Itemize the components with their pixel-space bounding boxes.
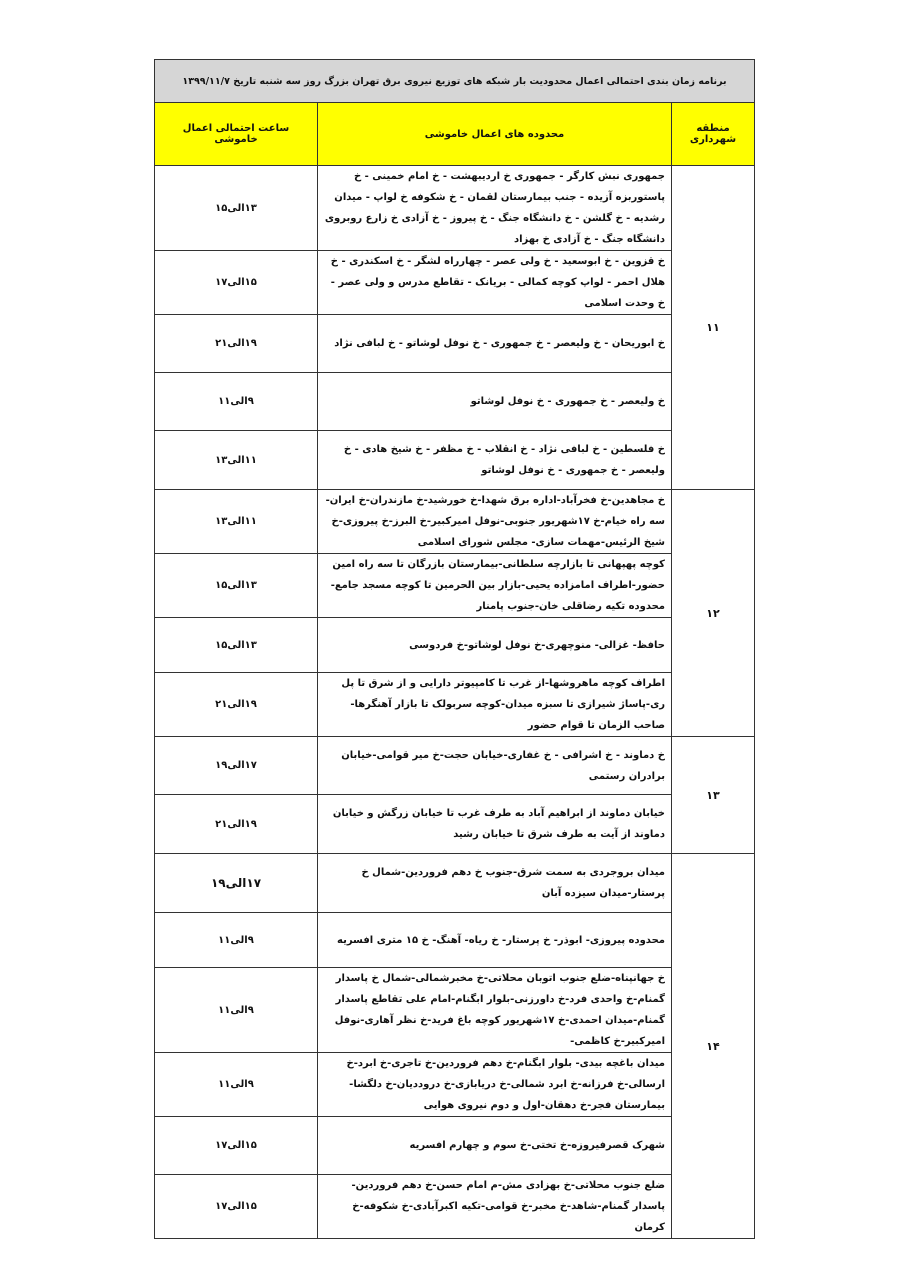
table-row	[155, 166, 755, 251]
table-row	[155, 1175, 755, 1239]
zone-cell: ۱۴	[672, 854, 755, 1239]
time-cell: ۱۳الی۱۵	[155, 166, 318, 251]
area-cell: اطراف کوچه ماهروشها-از غرب تا کامپیوتر دارایی و از شرق تا پل ری-پاساژ شیرازی تا سبزه میدان-کوچه سربولک تا بازار آهنگرها-صاحب الزمان تا قوام حضور	[318, 673, 672, 737]
time-cell: ۱۹الی۲۱	[155, 795, 318, 854]
time-cell: ۹الی۱۱	[155, 373, 318, 431]
area-cell: میدان باغچه بیدی- بلوار ابگنام-خ دهم فروردین-خ تاجری-خ ابرد-خ ارسالی-خ فرزانه-خ ابرد شمالی-خ دریابازی-خ دروددیان-خ دلگشا-بیمارستان فجر-خ دهقان-اول و دوم نیروی هوایی	[318, 1053, 672, 1117]
table-row	[155, 795, 755, 854]
time-cell: ۱۵الی۱۷	[155, 1117, 318, 1175]
table-title: برنامه زمان بندی احتمالی اعمال محدودیت بار شبکه های توزیع نیروی برق تهران بزرگ روز سه شنبه تاریخ ۱۳۹۹/۱۱/۷	[155, 60, 755, 103]
table-row	[155, 490, 755, 554]
time-cell: ۹الی۱۱	[155, 1053, 318, 1117]
table-row	[155, 431, 755, 490]
area-cell: کوچه پهپهانی تا بازارچه سلطانی-بیمارستان بازرگان تا سه راه امین حضور-اطراف امامزاده یحیی-بازار بین الحرمین تا کوچه مسجد جامع-محدوده تکیه رضاقلی خان-جنوب پامنار	[318, 554, 672, 618]
header-time: ساعت احتمالی اعمال خاموشی	[155, 103, 318, 166]
area-cell: خ فلسطین - خ لبافی نژاد - خ انقلاب - خ مظفر - خ شیخ هادی - خ ولیعصر - خ جمهوری - خ نوفل لوشاتو	[318, 431, 672, 490]
time-cell: ۱۵الی۱۷	[155, 1175, 318, 1239]
table-row	[155, 554, 755, 618]
zone-cell: ۱۳	[672, 737, 755, 854]
time-cell: ۱۱الی۱۳	[155, 431, 318, 490]
table-row	[155, 618, 755, 673]
time-cell: ۱۱الی۱۳	[155, 490, 318, 554]
table-row	[155, 1117, 755, 1175]
table-row	[155, 315, 755, 373]
area-cell: شهرک قصرفیروزه-خ تختی-خ سوم و چهارم افسریه	[318, 1117, 672, 1175]
zone-cell: ۱۱	[672, 166, 755, 490]
table-row	[155, 1053, 755, 1117]
time-cell: ۱۷الی۱۹	[155, 737, 318, 795]
time-cell: ۹الی۱۱	[155, 913, 318, 968]
area-cell: میدان بروجردی به سمت شرق-جنوب خ دهم فروردین-شمال خ پرستار-میدان سیزده آبان	[318, 854, 672, 913]
header-area: محدوده های اعمال خاموشی	[318, 103, 672, 166]
area-cell: خ ابوریحان - خ ولیعصر - خ جمهوری - خ نوفل لوشاتو - خ لبافی نژاد	[318, 315, 672, 373]
table-row	[155, 373, 755, 431]
time-cell: ۹الی۱۱	[155, 968, 318, 1053]
area-cell: خ دماوند - خ اشرافی - خ غفاری-خیابان حجت-خ میر قوامی-خیابان برادران رستمی	[318, 737, 672, 795]
table-row	[155, 737, 755, 795]
area-cell: محدوده پیروزی- ابوذر- خ پرستار- خ ریاه- آهنگ- خ ۱۵ متری افسریه	[318, 913, 672, 968]
zone-cell: ۱۲	[672, 490, 755, 737]
table-row	[155, 913, 755, 968]
area-cell: حافظ- غزالی- منوچهری-خ نوفل لوشاتو-خ فردوسی	[318, 618, 672, 673]
time-cell: ۱۳الی۱۵	[155, 554, 318, 618]
area-cell: خ قزوین - خ ابوسعید - خ ولی عصر - چهارراه لشگر - خ اسکندری - خ هلال احمر - لواپ کوچه کمالی - بریانک - تقاطع مدرس و ولی عصر - خ وحدت اسلامی	[318, 251, 672, 315]
table-row	[155, 854, 755, 913]
area-cell: ضلع جنوب محلاتی-خ بهزادی مش-م امام حسن-خ دهم فروردین-پاسدار گمنام-شاهد-خ مخبر-خ قوامی-تکیه اکبرآبادی-خ شکوفه-خ کرمان	[318, 1175, 672, 1239]
time-cell: ۱۹الی۲۱	[155, 315, 318, 373]
table-body	[155, 166, 755, 1239]
area-cell: خ مجاهدین-خ فخرآباد-اداره برق شهدا-خ خورشید-خ مازندران-خ ایران-سه راه خیام-خ ۱۷شهریور جنوبی-نوفل امیرکبیر-خ البرز-خ پیروزی-خ شیخ الرئیس-مهمات سازی- مجلس شورای اسلامی	[318, 490, 672, 554]
time-cell: ۱۳الی۱۵	[155, 618, 318, 673]
table-row	[155, 968, 755, 1053]
time-cell: ۱۷الی۱۹	[155, 854, 318, 913]
table-row	[155, 673, 755, 737]
area-cell: جمهوری نبش کارگر - جمهوری خ اردیبهشت - خ امام خمینی - خ پاستوربزه آزیده - جنب بیمارستان لقمان - خ شکوفه خ لواپ - میدان رشدیه - خ گلشن - خ دانشگاه جنگ - خ پیروز - خ آزادی خ زارع روبروی دانشگاه جنگ - خ آزادی خ بهزاد	[318, 166, 672, 251]
area-cell: خیابان دماوند از ابراهیم آباد به طرف غرب تا خیابان زرگش و خیابان دماوند از آیت به طرف شرق تا خیابان رشید	[318, 795, 672, 854]
table-row	[155, 251, 755, 315]
area-cell: خ ولیعصر - خ جمهوری - خ نوفل لوشاتو	[318, 373, 672, 431]
area-cell: خ جهانپناه-ضلع جنوب اتوبان محلاتی-خ مخبرشمالی-شمال خ پاسدار گمنام-خ واحدی فرد-خ داورزنی-بلوار ابگنام-امام علی تقاطع پاسدار گمنام-میدان احمدی-خ ۱۷شهریور کوچه باغ فرید-خ نظر آهاری-نوفل امیرکبیر-خ کاظمی-	[318, 968, 672, 1053]
outage-schedule-table	[154, 59, 755, 1239]
time-cell: ۱۹الی۲۱	[155, 673, 318, 737]
header-zone: منطقه شهرداری	[672, 103, 755, 166]
schedule-sheet	[154, 59, 754, 1239]
time-cell: ۱۵الی۱۷	[155, 251, 318, 315]
